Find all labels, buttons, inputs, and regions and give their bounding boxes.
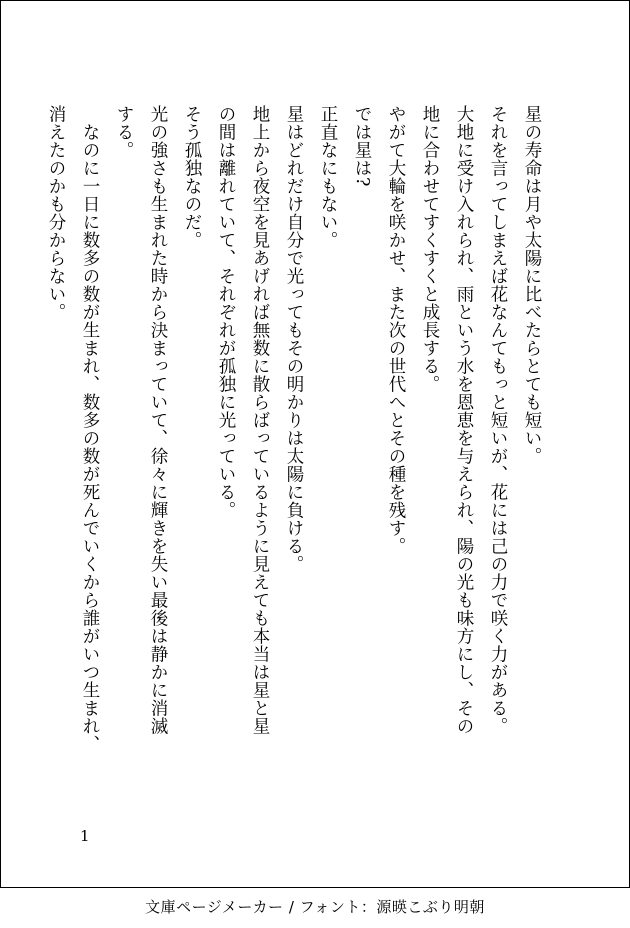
text-line-10: の間は離れていて、それぞれが孤独に光っている。 (216, 105, 236, 519)
text-line-8: 星はどれだけ自分で光ってもその明かりは太陽に負ける。 (284, 105, 304, 573)
vertical-text-body (39, 105, 549, 805)
footer-credit: 文庫ページメーカー / フォント：源暎こぶり明朝 (145, 898, 485, 916)
text-line-1: 星の寿命は月や太陽に比べたらとても短い。 (522, 105, 542, 465)
text-line-2: それを言ってしまえば花なんてもっと短いが、花には己の力で咲く力がある。 (488, 105, 508, 735)
text-line-3: 大地に受け入れられ、雨という水を恩恵を与えられ、陽の光も味方にし、その (454, 105, 474, 735)
text-line-12: 光の強さも生まれた時から決まっていて、徐々に輝きを失い最後は静かに消滅 (148, 105, 168, 735)
text-line-6: では星は? (352, 105, 372, 187)
text-line-13: する。 (114, 105, 134, 159)
text-line-9: 地上から夜空を見あげれば無数に散らばっているように見えても本当は星と星 (250, 105, 270, 735)
text-line-15: 消えたのかも分からない。 (46, 105, 66, 321)
text-line-5: やがて大輪を咲かせ、また次の世代へとその種を残す。 (386, 105, 406, 555)
text-line-11: そう孤独なのだ。 (182, 105, 202, 249)
text-line-7: 正直なにもない。 (318, 105, 338, 249)
text-line-4: 地に合わせてすくすくと成長する。 (420, 105, 440, 393)
page-number: 1 (80, 827, 90, 845)
text-line-14: なのに一日に数多の数が生まれ、数多の数が死んでいくから誰がいつ生まれ、 (80, 105, 100, 753)
